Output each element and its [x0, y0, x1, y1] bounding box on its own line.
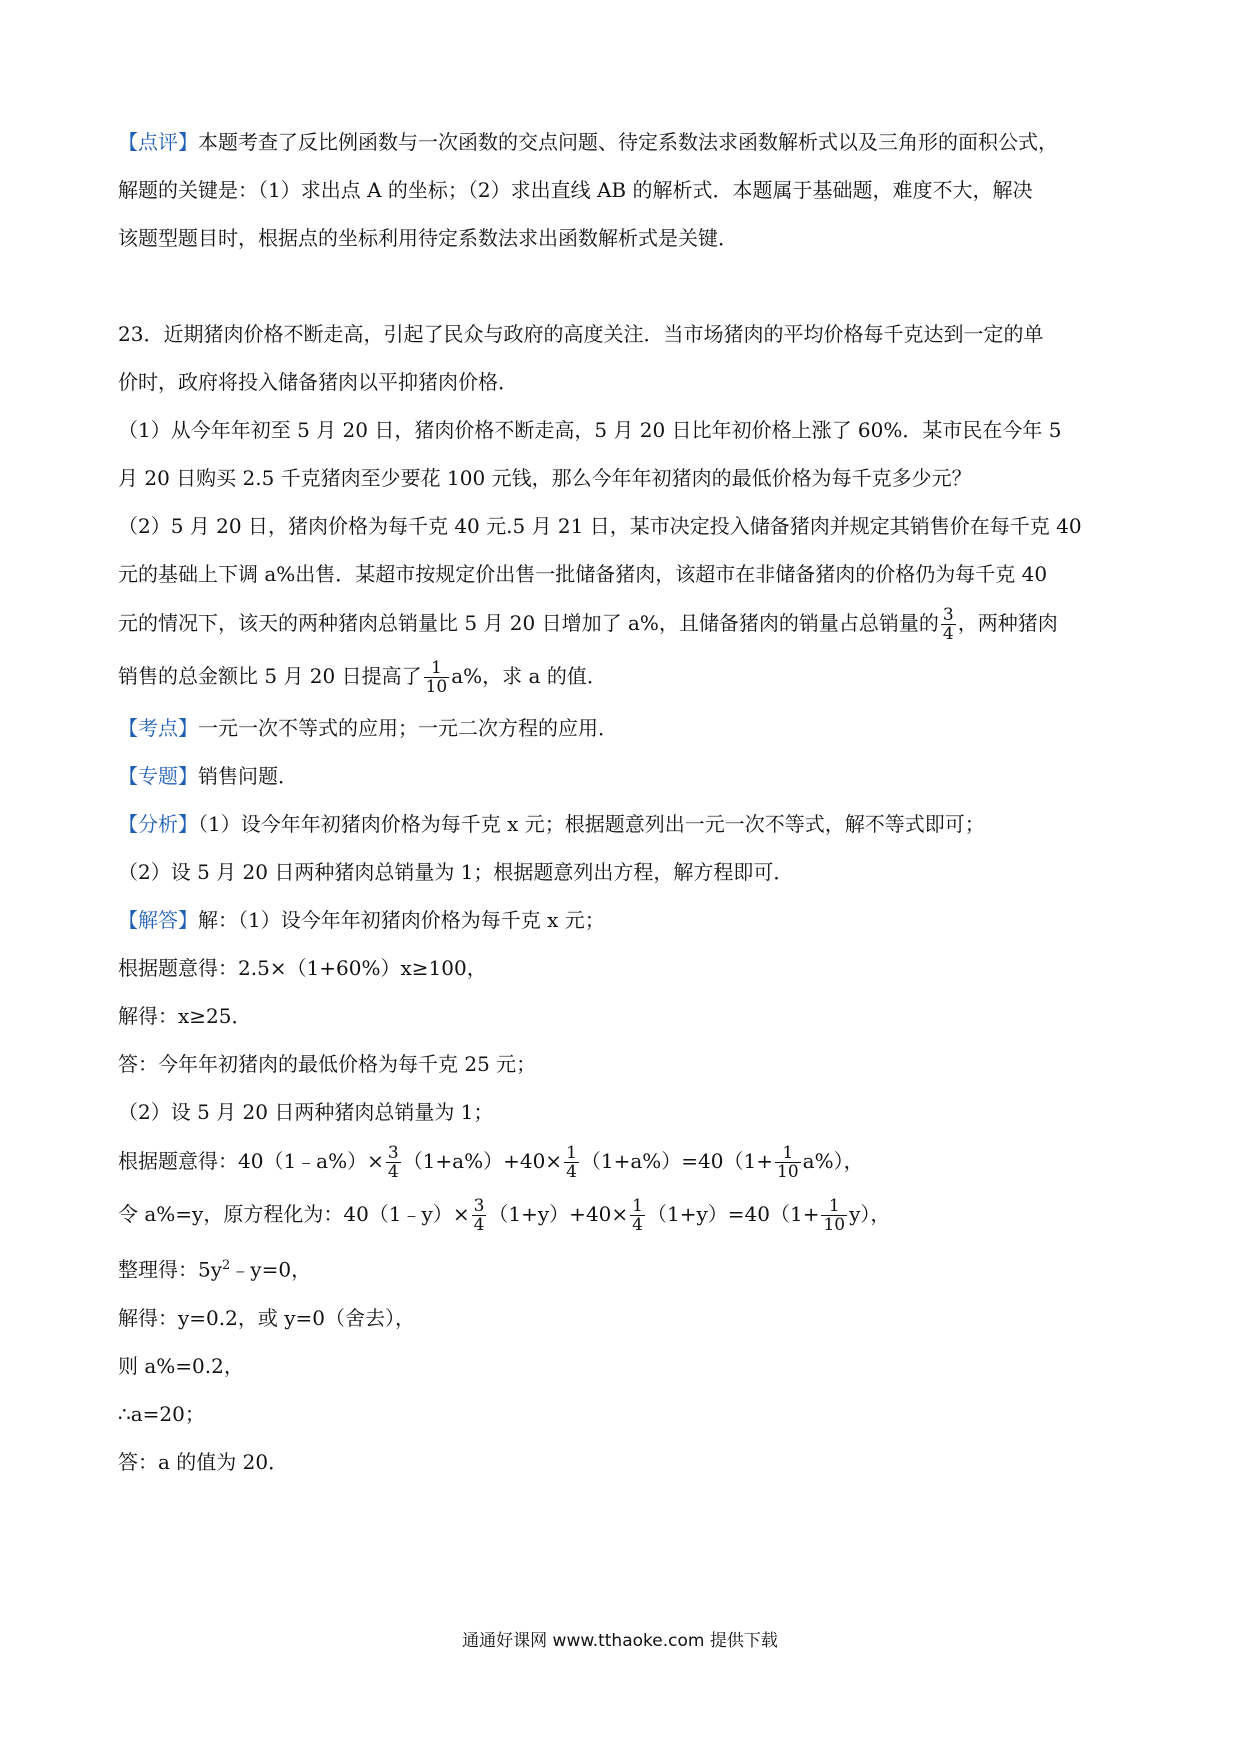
review-line-2: 解题的关键是：（1）求出点 A 的坐标；（2）求出直线 AB 的解析式．本题属于基础题，难度不大，解决 — [118, 178, 1033, 202]
review-line-3: 该题型题目时，根据点的坐标利用待定系数法求出函数解析式是关键． — [118, 226, 738, 250]
jieda-line-8 — [118, 1250, 1128, 1286]
fraction-numerator: 1 — [775, 1144, 801, 1163]
eq1-part-a: 根据题意得：40（1﹣a%）× — [118, 1149, 384, 1173]
jieda-line-10: 则 a%=0.2， — [118, 1353, 244, 1378]
fraction-three-quarters — [386, 1144, 401, 1181]
fraction-numerator: 3 — [387, 1143, 399, 1163]
jieda-equation-2 — [118, 1197, 1128, 1234]
question-part2-line-3-text: 元的情况下，该天的两种猪肉总销量比 5 月 20 日增加了 a%，且储备猪肉的销量占总销量的 — [118, 611, 939, 635]
jieda-tag: 【解答】 — [118, 908, 198, 932]
jieda-line-4: 答：今年年初猪肉的最低价格为每千克 25 元； — [118, 1052, 537, 1076]
fraction-one-tenth — [424, 659, 450, 696]
zhuanti-text: 销售问题． — [198, 764, 298, 788]
exponent: 2 — [222, 1258, 231, 1273]
fraction-numerator: 1 — [566, 1143, 577, 1163]
eq2-part-a: 令 a%=y，原方程化为：40（1﹣y）× — [118, 1202, 470, 1226]
review-text-1: 本题考查了反比例函数与一次函数的交点问题、待定系数法求函数解析式以及三角形的面积公式， — [198, 130, 1058, 154]
fraction-one-tenth — [775, 1144, 801, 1181]
fenxi-tag: 【分析】 — [118, 812, 198, 836]
review-line-1 — [118, 126, 1128, 158]
fraction-denominator: 4 — [632, 1215, 643, 1235]
fraction-numerator: 1 — [632, 1196, 643, 1216]
question-part2-line-4-text: 销售的总金额比 5 月 20 日提高了 — [118, 664, 422, 688]
jieda-line-3: 解得：x≥25． — [118, 1004, 252, 1028]
fraction-one-quarter — [630, 1197, 645, 1234]
fraction-denominator: 10 — [425, 677, 448, 697]
jieda-line-12: 答：a 的值为 20． — [118, 1449, 289, 1474]
zhuanti-tag: 【专题】 — [118, 764, 198, 788]
question-part1-line-2: 月 20 日购买 2.5 千克猪肉至少要花 100 元钱，那么今年年初猪肉的最低价格为每千克多少元？ — [118, 466, 972, 490]
fraction-numerator: 1 — [821, 1197, 847, 1216]
fraction-denominator: 10 — [777, 1162, 799, 1182]
footer-watermark: 通通好课网 www.tthaoke.com 提供下载 — [462, 1631, 778, 1651]
fraction-numerator: 3 — [473, 1196, 485, 1216]
eq1-part-b: （1+a%）+40× — [402, 1149, 563, 1173]
fraction-three-quarters — [941, 606, 956, 643]
eq1-part-c: （1+a%）=40（1+ — [580, 1149, 773, 1173]
question-part2-line-1: （2）5 月 20 日，猪肉价格为每千克 40 元.5 月 21 日，某市决定投入储备猪肉并规定其销售价在每千克 40 — [118, 514, 1082, 538]
jieda-line-9: 解得：y=0.2，或 y=0（舍去）， — [118, 1305, 416, 1330]
fenxi-line-1 — [118, 808, 1128, 840]
question-part2-line-3 — [118, 606, 1128, 643]
eq2-part-c: （1+y）=40（1+ — [646, 1202, 820, 1226]
question-part2-line-2: 元的基础上下调 a%出售．某超市按规定价出售一批储备猪肉，该超市在非储备猪肉的价格仍为每千克 40 — [118, 562, 1048, 586]
jieda-text-1: 解：（1）设今年年初猪肉价格为每千克 x 元； — [198, 908, 605, 932]
kaodian-text: 一元一次不等式的应用；一元二次方程的应用． — [198, 716, 618, 740]
fraction-numerator: 3 — [942, 605, 954, 625]
fraction-denominator: 4 — [566, 1162, 577, 1182]
fraction-one-quarter — [564, 1144, 579, 1181]
question-part1-line-1: （1）从今年年初至 5 月 20 日，猪肉价格不断走高，5 月 20 日比年初价格上涨了 60%．某市民在今年 5 — [118, 418, 1062, 442]
zhuanti-line — [118, 760, 1128, 792]
question-part2-line-3-tail: ，两种猪肉 — [957, 611, 1058, 635]
jieda-equation-1 — [118, 1144, 1128, 1181]
fenxi-line-2: （2）设 5 月 20 日两种猪肉总销量为 1；根据题意列出方程，解方程即可． — [118, 860, 794, 884]
jieda-line-1 — [118, 904, 1128, 936]
fraction-one-tenth — [821, 1197, 847, 1234]
fraction-numerator: 1 — [424, 659, 450, 678]
document-content — [118, 126, 1128, 1494]
question-line-1: 23．近期猪肉价格不断走高，引起了民众与政府的高度关注．当市场猪肉的平均价格每千克达到一定的单 — [118, 322, 1044, 346]
eq1-part-d: a%）， — [802, 1149, 864, 1173]
fraction-denominator: 4 — [473, 1215, 485, 1235]
line8-part-b: ﹣y=0， — [230, 1257, 312, 1282]
kaodian-tag: 【考点】 — [118, 716, 198, 740]
section-gap — [118, 270, 1128, 318]
eq2-part-b: （1+y）+40× — [488, 1202, 629, 1226]
jieda-line-5: （2）设 5 月 20 日两种猪肉总销量为 1； — [118, 1100, 494, 1124]
fraction-three-quarters — [472, 1197, 487, 1234]
fraction-denominator: 4 — [942, 624, 954, 644]
question-part2-line-4 — [118, 659, 1128, 696]
jieda-line-11: ∴a=20； — [118, 1401, 205, 1426]
question-line-2: 价时，政府将投入储备猪肉以平抑猪肉价格． — [118, 370, 518, 394]
fenxi-text-1: （1）设今年年初猪肉价格为每千克 x 元；根据题意列出一元一次不等式，解不等式即可； — [198, 812, 985, 836]
jieda-line-2: 根据题意得：2.5×（1+60%）x≥100， — [118, 956, 487, 980]
eq2-part-d: y）， — [849, 1202, 891, 1226]
fraction-denominator: 10 — [823, 1215, 846, 1235]
line8-part-a: 整理得：5y — [118, 1257, 223, 1282]
fraction-denominator: 4 — [387, 1162, 399, 1182]
question-part2-line-4-tail: a%，求 a 的值． — [451, 664, 607, 688]
kaodian-line — [118, 712, 1128, 744]
review-tag: 【点评】 — [118, 130, 198, 154]
